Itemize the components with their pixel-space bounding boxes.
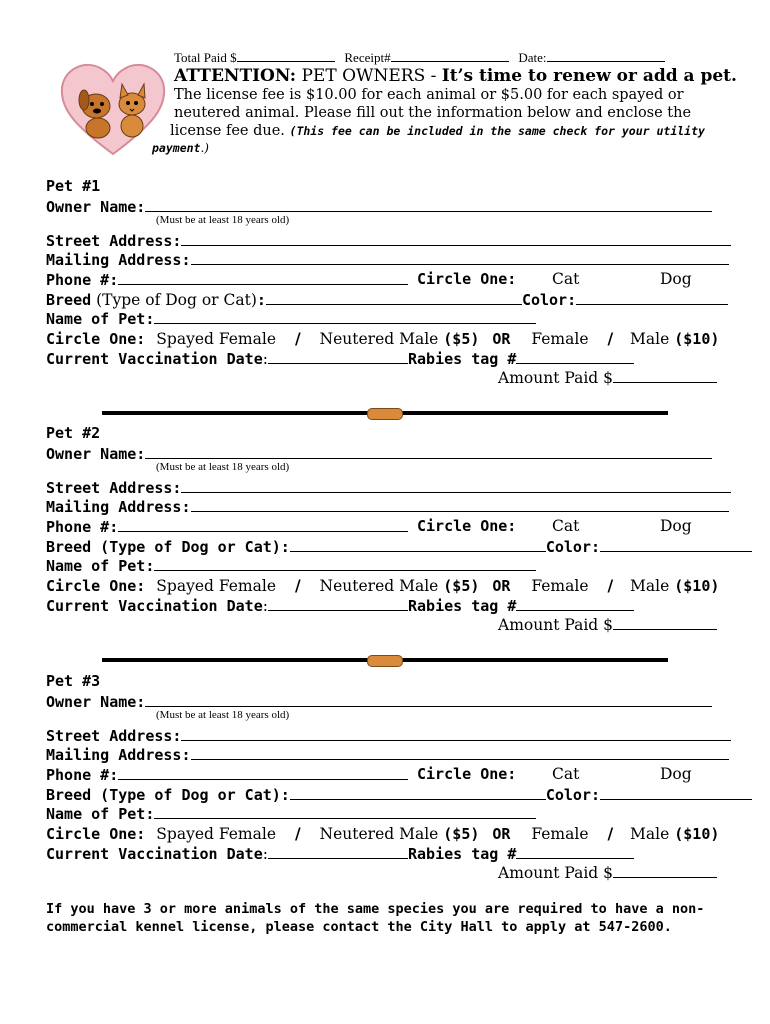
vaccination-label: Current Vaccination Date	[46, 845, 263, 863]
phone-label: Phone #:	[46, 766, 119, 784]
phone-row	[46, 765, 408, 784]
footer-line-1: If you have 3 or more animals of the same species you are required to have a non-	[46, 901, 705, 917]
color-label: Color:	[545, 538, 601, 556]
receipt-field[interactable]	[391, 47, 509, 62]
or-label: OR	[492, 577, 511, 595]
neutered-male-option[interactable]: Neutered Male	[319, 825, 439, 843]
vaccination-colon: :	[262, 350, 268, 368]
circle-one-species-label: Circle One:	[417, 270, 517, 288]
color-field[interactable]	[576, 290, 728, 305]
amount-paid-field[interactable]	[613, 615, 717, 630]
amount-paid-row	[498, 615, 717, 634]
street-label: Street Address:	[46, 232, 182, 250]
phone-row	[46, 270, 408, 289]
owner-name-row	[46, 692, 712, 711]
female-option[interactable]: Female	[531, 825, 589, 843]
vaccination-label: Current Vaccination Date	[46, 350, 263, 368]
fee-line-3-text: license fee due.	[170, 123, 290, 139]
attention-text: PET OWNERS -	[296, 66, 442, 86]
rabies-field[interactable]	[516, 349, 634, 364]
breed-field[interactable]	[290, 785, 546, 800]
owner-name-field[interactable]	[145, 692, 712, 707]
vaccination-field[interactable]	[268, 844, 408, 859]
color-label: Color:	[521, 291, 577, 309]
attention-line	[174, 66, 737, 86]
pet-title: Pet #2	[46, 424, 101, 442]
pet-name-field[interactable]	[154, 804, 536, 819]
pet-name-label: Name of Pet:	[46, 310, 155, 328]
street-row	[46, 231, 731, 250]
vaccination-label: Current Vaccination Date	[46, 597, 263, 615]
breed-field[interactable]	[266, 290, 522, 305]
male-option[interactable]: Male	[630, 577, 670, 595]
street-row	[46, 478, 731, 497]
rabies-label: Rabies tag #	[407, 350, 517, 368]
attention-label: ATTENTION:	[174, 66, 297, 86]
mailing-label: Mailing Address:	[46, 498, 191, 516]
pet-name-field[interactable]	[154, 309, 536, 324]
divider-clasp-icon	[367, 655, 403, 667]
receipt-label: Receipt#	[344, 50, 391, 65]
vaccination-colon: :	[262, 597, 268, 615]
breed-row	[46, 785, 752, 804]
or-label: OR	[492, 825, 511, 843]
vaccination-row	[46, 596, 634, 615]
ten-dollar-fee: ($10)	[674, 825, 720, 843]
amount-paid-label: Amount Paid $	[498, 864, 613, 882]
sex-row	[46, 329, 719, 348]
mailing-row	[46, 745, 729, 764]
street-row	[46, 726, 731, 745]
date-field[interactable]	[547, 47, 665, 62]
spayed-female-option[interactable]: Spayed Female	[156, 825, 276, 843]
circle-one-species-label: Circle One:	[417, 517, 517, 535]
street-field[interactable]	[181, 478, 731, 493]
amount-paid-row	[498, 863, 717, 882]
rabies-label: Rabies tag #	[407, 597, 517, 615]
mailing-label: Mailing Address:	[46, 251, 191, 269]
breed-label: Breed	[46, 291, 92, 309]
mailing-field[interactable]	[191, 745, 729, 760]
vaccination-colon: :	[262, 845, 268, 863]
breed-row	[46, 537, 752, 556]
vaccination-field[interactable]	[268, 349, 408, 364]
age-note: (Must be at least 18 years old)	[156, 709, 290, 721]
sex-row	[46, 824, 719, 843]
mailing-row	[46, 497, 729, 516]
mailing-field[interactable]	[191, 250, 729, 265]
owner-name-row	[46, 444, 712, 463]
slash: /	[607, 329, 614, 348]
street-label: Street Address:	[46, 479, 182, 497]
circle-one-sex-label: Circle One:	[46, 577, 146, 595]
or-label: OR	[492, 330, 511, 348]
breed-row	[46, 290, 728, 309]
male-option[interactable]: Male	[630, 330, 670, 348]
fee-line-3	[170, 123, 705, 139]
date-label: Date:	[518, 50, 547, 65]
ten-dollar-fee: ($10)	[674, 330, 720, 348]
five-dollar-fee: ($5)	[443, 577, 480, 595]
slash: /	[294, 329, 301, 348]
neutered-male-option[interactable]: Neutered Male	[319, 577, 439, 595]
breed-label: Breed (Type of Dog or Cat):	[46, 786, 290, 804]
pet-name-field[interactable]	[154, 556, 536, 571]
fee-line-1: The license fee is $10.00 for each animal or $5.00 for each spayed or	[174, 87, 684, 103]
amount-paid-row	[498, 368, 717, 387]
footer-line-2: commercial kennel license, please contact the City Hall to apply at 547-2600.	[46, 919, 672, 935]
amount-paid-field[interactable]	[613, 863, 717, 878]
total-paid-label: Total Paid $	[174, 50, 237, 65]
slash: /	[607, 824, 614, 843]
female-option[interactable]: Female	[531, 330, 589, 348]
phone-label: Phone #:	[46, 518, 119, 536]
street-label: Street Address:	[46, 727, 182, 745]
color-field[interactable]	[600, 537, 752, 552]
mailing-label: Mailing Address:	[46, 746, 191, 764]
street-field[interactable]	[181, 726, 731, 741]
circle-one-sex-label: Circle One:	[46, 330, 146, 348]
breed-colon: :	[256, 291, 266, 309]
total-paid-field[interactable]	[237, 47, 335, 62]
amount-paid-label: Amount Paid $	[498, 616, 613, 634]
female-option[interactable]: Female	[531, 577, 589, 595]
owner-name-row	[46, 197, 712, 216]
divider-clasp-icon	[367, 408, 403, 420]
vaccination-row	[46, 349, 634, 368]
spayed-female-option[interactable]: Spayed Female	[156, 330, 276, 348]
sex-row	[46, 576, 719, 595]
slash: /	[294, 824, 301, 843]
owner-name-label: Owner Name:	[46, 198, 146, 216]
breed-field[interactable]	[290, 537, 546, 552]
pet-name-label: Name of Pet:	[46, 805, 155, 823]
fee-note-end	[152, 141, 209, 155]
dog-option[interactable]: Dog	[660, 270, 692, 288]
male-option[interactable]: Male	[630, 825, 670, 843]
age-note: (Must be at least 18 years old)	[156, 461, 290, 473]
cat-option[interactable]: Cat	[552, 765, 580, 783]
fee-line-2: neutered animal. Please fill out the information below and enclose the	[174, 105, 692, 121]
phone-label: Phone #:	[46, 271, 119, 289]
color-label: Color:	[545, 786, 601, 804]
vaccination-field[interactable]	[268, 596, 408, 611]
ten-dollar-fee: ($10)	[674, 577, 720, 595]
pet-name-row	[46, 556, 536, 575]
phone-row	[46, 517, 408, 536]
five-dollar-fee: ($5)	[443, 330, 480, 348]
age-note: (Must be at least 18 years old)	[156, 214, 290, 226]
fee-note-payment: payment	[152, 141, 201, 155]
header-fields	[174, 47, 665, 66]
color-field[interactable]	[600, 785, 752, 800]
dog-option[interactable]: Dog	[660, 765, 692, 783]
vaccination-row	[46, 844, 634, 863]
phone-field[interactable]	[118, 765, 408, 780]
five-dollar-fee: ($5)	[443, 825, 480, 843]
phone-field[interactable]	[118, 517, 408, 532]
pet-name-row	[46, 804, 536, 823]
amount-paid-field[interactable]	[613, 368, 717, 383]
fee-note-close: .)	[200, 141, 209, 155]
owner-name-label: Owner Name:	[46, 445, 146, 463]
spayed-female-option[interactable]: Spayed Female	[156, 577, 276, 595]
pet-title: Pet #3	[46, 672, 101, 690]
pet-name-label: Name of Pet:	[46, 557, 155, 575]
fee-note: (This fee can be included in the same check for your utility	[289, 124, 705, 138]
pet-title: Pet #1	[46, 177, 101, 195]
breed-hint: (Type of Dog or Cat)	[91, 291, 257, 309]
rabies-field[interactable]	[516, 596, 634, 611]
street-field[interactable]	[181, 231, 731, 246]
slash: /	[294, 576, 301, 595]
neutered-male-option[interactable]: Neutered Male	[319, 330, 439, 348]
breed-label: Breed (Type of Dog or Cat):	[46, 538, 290, 556]
attention-renew-text: It’s time to renew or add a pet.	[441, 66, 737, 86]
rabies-label: Rabies tag #	[407, 845, 517, 863]
owner-name-field[interactable]	[145, 444, 712, 459]
owner-name-field[interactable]	[145, 197, 712, 212]
pet-name-row	[46, 309, 536, 328]
dog-option[interactable]: Dog	[660, 517, 692, 535]
slash: /	[607, 576, 614, 595]
rabies-field[interactable]	[516, 844, 634, 859]
circle-one-species-label: Circle One:	[417, 765, 517, 783]
circle-one-sex-label: Circle One:	[46, 825, 146, 843]
cat-option[interactable]: Cat	[552, 517, 580, 535]
cat-option[interactable]: Cat	[552, 270, 580, 288]
mailing-row	[46, 250, 729, 269]
amount-paid-label: Amount Paid $	[498, 369, 613, 387]
owner-name-label: Owner Name:	[46, 693, 146, 711]
mailing-field[interactable]	[191, 497, 729, 512]
phone-field[interactable]	[118, 270, 408, 285]
